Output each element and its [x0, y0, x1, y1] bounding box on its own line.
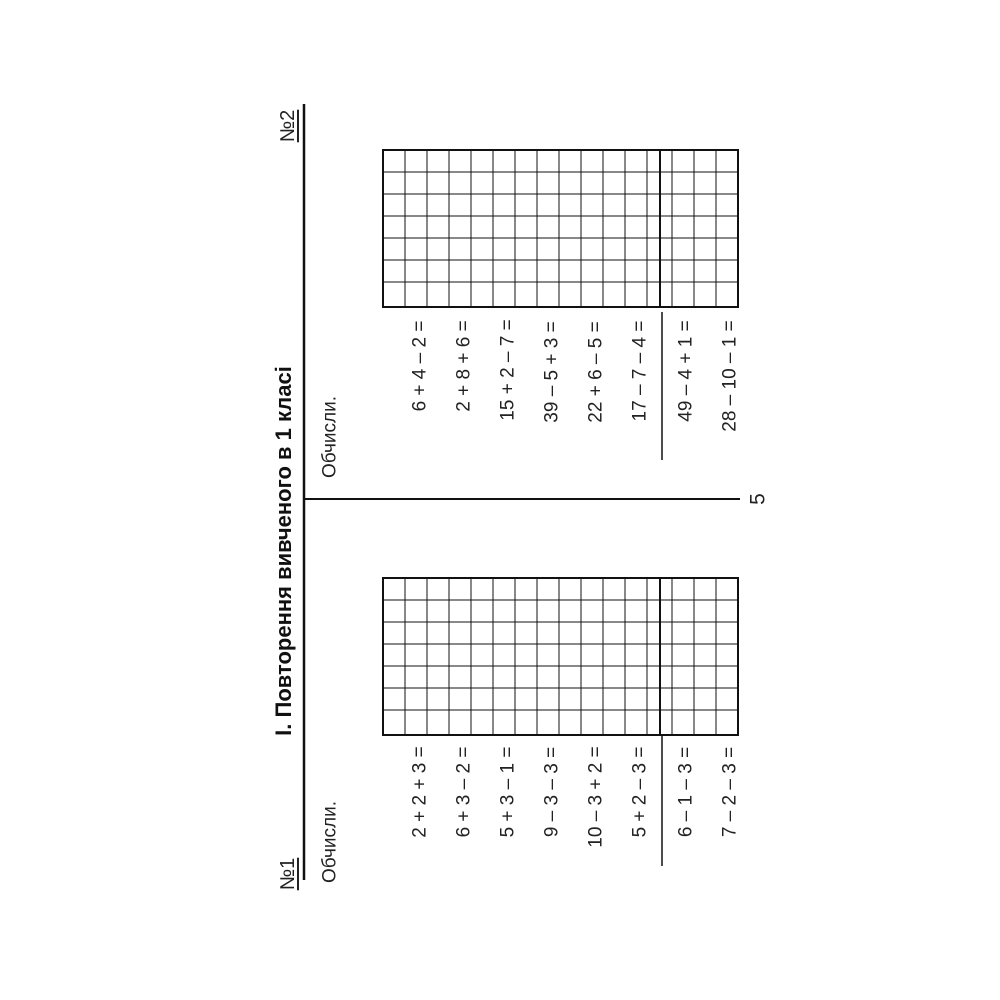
task1-expression: 2 + 2 + 3 = [409, 746, 431, 838]
task2-number: №2 [277, 109, 299, 143]
task2-expression: 17 – 7 – 4 = [629, 320, 651, 422]
task1-instruction: Обчисли. [319, 800, 341, 884]
task2-expression: 49 – 4 + 1 = [675, 320, 697, 422]
task2-instruction: Обчисли. [319, 395, 341, 479]
task2-expression: 15 + 2 – 7 = [497, 319, 519, 421]
task1-expression: 6 + 3 – 2 = [453, 746, 475, 838]
task1-number: №1 [277, 857, 299, 891]
page-number: 5 [746, 493, 770, 505]
task1-expression: 9 – 3 – 3 = [541, 746, 563, 838]
task2-expression: 6 + 4 – 2 = [409, 320, 431, 412]
task1-expression: 7 – 2 – 3 = [719, 746, 741, 838]
task1-expression: 5 + 2 – 3 = [629, 746, 651, 838]
task1-expression: 6 – 1 – 3 = [675, 746, 697, 838]
task2-expression: 28 – 10 – 1 = [719, 320, 741, 432]
task2-expression: 2 + 8 + 6 = [453, 320, 475, 412]
page-title: І. Повторення вивченого в 1 класі [271, 366, 296, 736]
task2-answer-grid[interactable] [383, 150, 738, 307]
task2-expression: 22 + 6 – 5 = [585, 321, 607, 423]
task2-expression: 39 – 5 + 3 = [541, 321, 563, 423]
task1-expression: 5 + 3 – 1 = [497, 746, 519, 838]
task1-answer-grid[interactable] [383, 578, 738, 735]
task1-expression: 10 – 3 + 2 = [585, 746, 607, 848]
